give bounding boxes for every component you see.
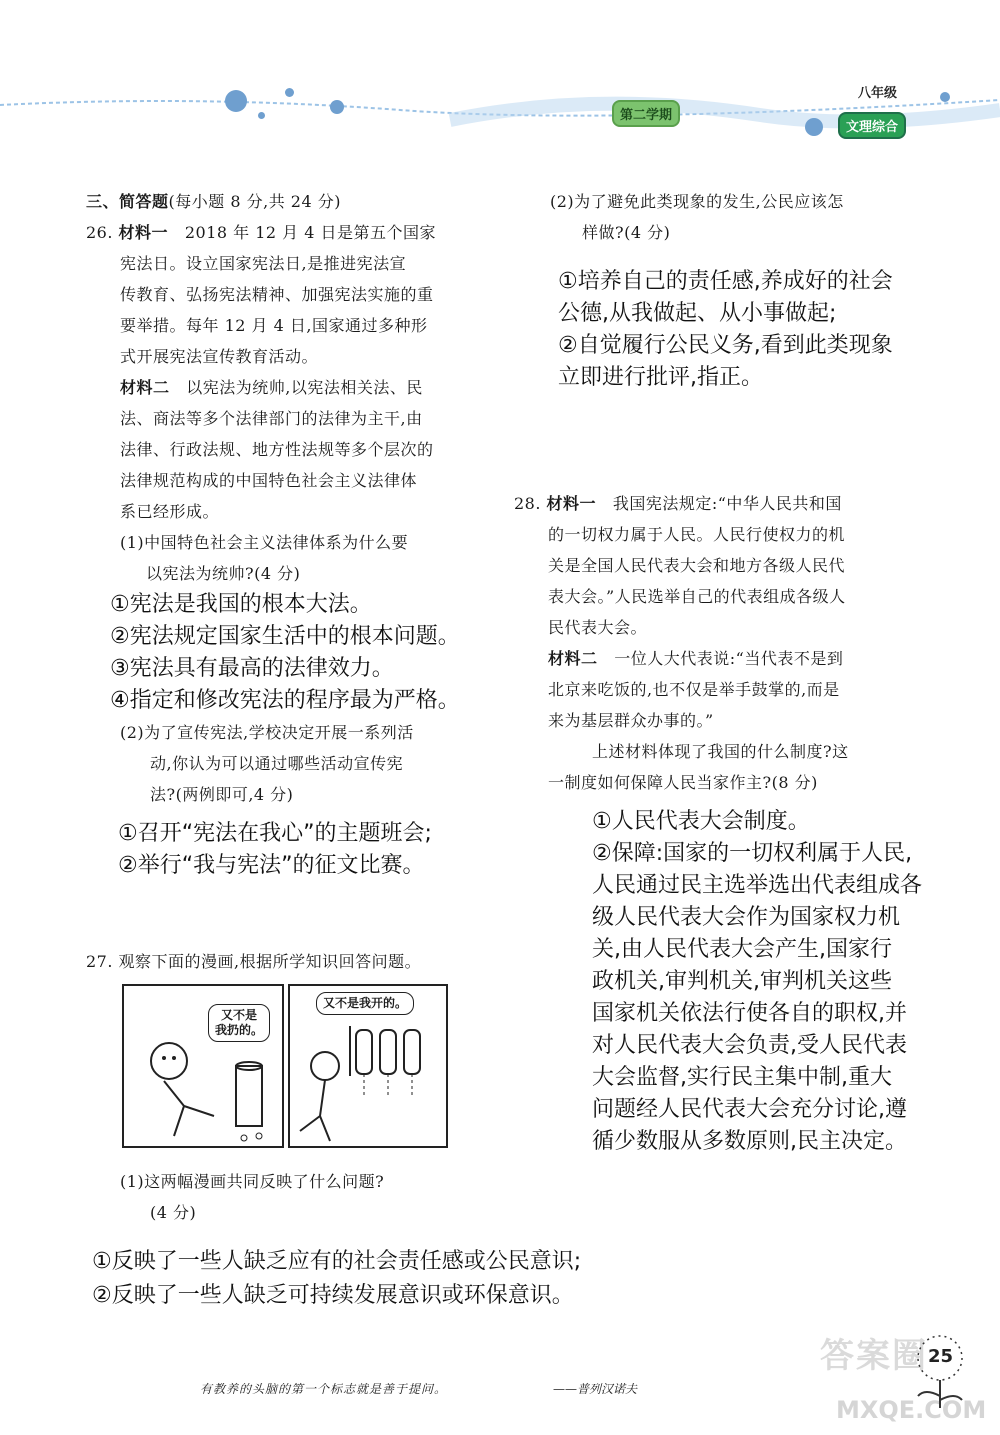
q26-material1-line: 26. 材料一 2018 年 12 月 4 日是第五个国家 <box>86 223 437 242</box>
q27-answer2-line: 公德,从我做起、从小事做起; <box>558 301 837 326</box>
q28-block <box>514 488 954 1158</box>
q26-sub2-question: (2)为了宣传宪法,学校决定开展一系列活 <box>120 723 414 742</box>
q28-answer-line: 国家机关依法行使各自的职权,并 <box>592 1001 907 1026</box>
grade-label: 八年级 <box>858 86 898 101</box>
footer-author: ——普列汉诺夫 <box>553 1382 638 1396</box>
decor-dot <box>285 88 294 97</box>
q28-material1-line: 28. 材料一 我国宪法规定:“中华人民共和国 <box>514 494 842 513</box>
section-title: 三、简答题(每小题 8 分,共 24 分) <box>86 192 341 211</box>
semester-badge: 第二学期 <box>612 100 680 127</box>
q26-answer1-line: ②宪法规定国家生活中的根本问题。 <box>110 624 460 649</box>
watermark-logo: 答案圈 <box>820 1336 928 1376</box>
q26-sub2-question: 动,你认为可以通过哪些活动宣传宪 <box>150 754 404 773</box>
q28-answer-line: 大会监督,实行民主集中制,重大 <box>592 1065 892 1090</box>
q28-answer-line: 人民通过民主选举选出代表组成各 <box>592 873 923 898</box>
q28-question: 上述材料体现了我国的什么制度?这 <box>592 742 849 761</box>
q26-sub2-question: 法?(两例即可,4 分) <box>150 785 294 804</box>
q28-answer-line: 政机关,审判机关,审判机关这些 <box>592 969 892 994</box>
q27-sub1-question: (4 分) <box>150 1203 197 1222</box>
q26-answer1-line: ③宪法具有最高的法律效力。 <box>110 656 394 681</box>
q26-answer1-line: ④指定和修改宪法的程序最为严格。 <box>110 688 460 713</box>
flower-icon <box>900 1330 980 1410</box>
q28-material1-line: 表大会。”人民选举自己的代表组成各级人 <box>548 587 846 606</box>
q26-sub1-question: 以宪法为统帅?(4 分) <box>146 564 301 583</box>
speech-bubble: 又不是我开的。 <box>316 992 414 1015</box>
q28-material2-line: 北京来吃饭的,也不仅是举手鼓掌的,而是 <box>548 680 840 699</box>
q27-answer2-line: ①培养自己的责任感,养成好的社会 <box>558 269 893 294</box>
q28-material1-line: 的一切权力属于人民。人民行使权力的机 <box>548 525 846 544</box>
comic-panel-1 <box>122 984 284 1148</box>
q28-question: 一制度如何保障人民当家作主?(8 分) <box>548 773 818 792</box>
q26-answer1-line: ①宪法是我国的根本大法。 <box>110 592 372 617</box>
q28-answer-line: 对人民代表大会负责,受人民代表 <box>592 1033 907 1058</box>
q28-answer-line: 级人民代表大会作为国家权力机 <box>592 905 901 930</box>
q26-material1-line: 传教育、弘扬宪法精神、加强宪法实施的重 <box>120 285 434 304</box>
q26-material2-line: 系已经形成。 <box>120 502 220 521</box>
decor-dot <box>940 92 950 102</box>
q26-material2-line: 法、商法等多个法律部门的法律为主干,由 <box>120 409 423 428</box>
q27-answer2-line: 立即进行批评,指正。 <box>558 365 763 390</box>
q26-material1-line: 宪法日。设立国家宪法日,是推进宪法宣 <box>120 254 407 273</box>
q27-prompt: 27. 观察下面的漫画,根据所学知识回答问题。 <box>86 952 422 971</box>
q28-answer-line: 关,由人民代表大会产生,国家行 <box>592 937 892 962</box>
q28-material2-line: 来为基层群众办事的。” <box>548 711 714 730</box>
subject-badge: 文理综合 <box>838 112 906 139</box>
q28-answer-line: ①人民代表大会制度。 <box>592 809 810 834</box>
right-column <box>536 186 966 394</box>
speech-bubble: 又不是 我扔的。 <box>208 1004 270 1042</box>
q26-material2-line: 法律规范构成的中国特色社会主义法律体 <box>120 471 418 490</box>
q26-material2-line: 材料二 以宪法为统帅,以宪法相关法、民 <box>120 378 423 397</box>
q26-material1-line: 式开展宪法宣传教育活动。 <box>120 347 319 366</box>
q28-answer-line: 循少数服从多数原则,民主决定。 <box>592 1129 907 1154</box>
q26-sub1-question: (1)中国特色社会主义法律体系为什么要 <box>120 533 409 552</box>
q27-answer2-line: ②自觉履行公民义务,看到此类现象 <box>558 333 893 358</box>
decor-dot <box>258 112 265 119</box>
q26-material2-line: 法律、行政法规、地方性法规等多个层次的 <box>120 440 434 459</box>
page-number: 25 <box>928 1346 954 1367</box>
q27-answer1-line: ①反映了一些人缺乏应有的社会责任感或公民意识; <box>92 1249 582 1274</box>
decor-dot <box>805 118 823 136</box>
q28-material1-line: 关是全国人民代表大会和地方各级人民代 <box>548 556 846 575</box>
q27-sub1-question: (1)这两幅漫画共同反映了什么问题? <box>120 1172 385 1191</box>
watermark-url: MXQE.COM <box>836 1396 987 1424</box>
q28-answer-line: ②保障:国家的一切权利属于人民, <box>592 841 913 866</box>
q28-answer-line: 问题经人民代表大会充分讨论,遵 <box>592 1097 907 1122</box>
q27-sub2-question: 样做?(4 分) <box>582 223 671 242</box>
q26-answer2-line: ②举行“我与宪法”的征文比赛。 <box>118 853 425 878</box>
q26-material1-line: 要举措。每年 12 月 4 日,国家通过多种形 <box>120 316 428 335</box>
comic-panel-2 <box>288 984 448 1148</box>
q27-sub2-question: (2)为了避免此类现象的发生,公民应该怎 <box>550 192 844 211</box>
left-column <box>86 186 486 882</box>
q26-answer2-line: ①召开“宪法在我心”的主题班会; <box>118 821 432 846</box>
decor-dot <box>225 90 247 112</box>
q28-material2-line: 材料二 一位人大代表说:“当代表不是到 <box>548 649 844 668</box>
q28-material1-line: 民代表大会。 <box>548 618 648 637</box>
footer-quote: 有教养的头脑的第一个标志就是善于提问。 <box>200 1382 448 1396</box>
q27-answer1-line: ②反映了一些人缺乏可持续发展意识或环保意识。 <box>92 1283 574 1308</box>
decor-dot <box>330 100 344 114</box>
